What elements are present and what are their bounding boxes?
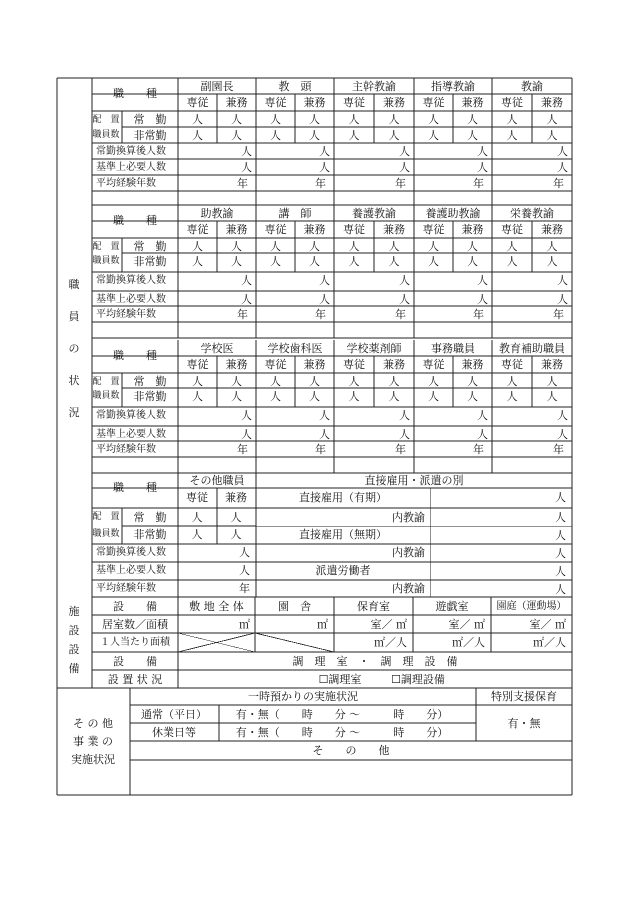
employment-type-header: 直接雇用・派遣の別 — [364, 474, 464, 487]
other-business-side-label: そ の 他 — [73, 717, 113, 730]
dedicated-column: 専従 — [343, 358, 365, 371]
unit-person: 人 — [546, 390, 558, 403]
dedicated-column: 専従 — [264, 358, 287, 371]
unit-person: 人 — [319, 161, 330, 174]
unit-person: 人 — [388, 255, 400, 268]
unit-year: 年 — [315, 308, 326, 321]
unit-person: 人 — [428, 113, 439, 126]
dedicated-column: 専従 — [264, 96, 287, 109]
position-name: 事務職員 — [431, 342, 475, 355]
converted-label: 常勤換算後人数 — [96, 410, 166, 421]
required-label: 基準上必要人数 — [96, 429, 166, 440]
concurrent-column: 兼務 — [225, 223, 248, 236]
concurrent-column: 兼務 — [303, 96, 326, 109]
unit-person: 人 — [192, 240, 203, 253]
unit-person: 人 — [348, 390, 360, 403]
unit-person: 人 — [231, 255, 242, 268]
parttime-label: 非常勤 — [133, 129, 167, 142]
dedicated-column: 専従 — [501, 358, 523, 371]
concurrent-column: 兼務 — [225, 491, 247, 504]
concurrent-column: 兼務 — [383, 96, 405, 109]
special-support-value: 有・無 — [507, 717, 541, 730]
unit-person: 人 — [270, 390, 281, 403]
unit-person: 人 — [241, 161, 252, 174]
dedicated-column: 専従 — [264, 223, 287, 236]
teacher-note: 内教諭 — [392, 582, 425, 595]
position-name: 副園長 — [200, 80, 234, 93]
placement-label: 職員数 — [92, 391, 120, 401]
unit-person: 人 — [467, 240, 478, 253]
staff-status-side-label: 職 — [68, 278, 80, 291]
room-area-value: 室／ ㎡ — [529, 618, 566, 631]
staff-status-side-label: 況 — [68, 406, 80, 419]
dedicated-column: 専従 — [186, 96, 209, 109]
unit-year: 年 — [395, 177, 406, 190]
unit-person: 人 — [546, 113, 558, 126]
unit-person: 人 — [270, 129, 281, 142]
unit-year: 年 — [237, 177, 248, 190]
unit-person: 人 — [348, 240, 360, 253]
unit-person: 人 — [309, 113, 320, 126]
facility-column: 園庭（運動場） — [496, 601, 567, 612]
unit-person: 人 — [192, 129, 203, 142]
placement-label: 職員数 — [92, 529, 120, 539]
unit-person: 人 — [348, 255, 360, 268]
weekday-label: 通常（平日） — [141, 708, 207, 721]
unit-person: 人 — [477, 274, 488, 287]
facility-side-label: 備 — [68, 662, 80, 675]
placement-label: 配 置 — [92, 115, 120, 125]
position-name: 学校歯科医 — [267, 342, 323, 355]
unit-person: 人 — [506, 113, 518, 126]
unit-year: 年 — [553, 308, 564, 321]
required-label: 基準上必要人数 — [96, 294, 166, 305]
job-type-label: 職 種 — [113, 481, 157, 494]
unit-person: 人 — [555, 511, 566, 524]
fulltime-label: 常 勤 — [133, 375, 167, 388]
unit-person: 人 — [388, 129, 400, 142]
facility-side-label: 施 — [68, 605, 80, 618]
unit-person: 人 — [231, 390, 242, 403]
position-name: その他職員 — [189, 474, 245, 487]
dedicated-column: 専従 — [343, 96, 365, 109]
unit-person: 人 — [309, 240, 320, 253]
unit-person: 人 — [428, 390, 439, 403]
concurrent-column: 兼務 — [541, 223, 563, 236]
unit-year: 年 — [473, 177, 484, 190]
unit-person: 人 — [192, 113, 203, 126]
unit-person: 人 — [557, 428, 568, 441]
temp-care-header: 一時預かりの実施状況 — [248, 690, 358, 703]
unit-person: 人 — [557, 274, 568, 287]
unit-person: 人 — [555, 491, 566, 504]
unit-year: 年 — [395, 308, 406, 321]
job-type-label: 職 種 — [113, 214, 157, 227]
unit-person: 人 — [555, 529, 566, 542]
unit-person: 人 — [399, 145, 410, 158]
concurrent-column: 兼務 — [461, 358, 484, 371]
unit-area: ㎡ — [239, 618, 250, 631]
unit-year: 年 — [239, 582, 250, 595]
concurrent-column: 兼務 — [225, 358, 248, 371]
unit-area: ㎡ — [317, 618, 328, 631]
unit-person: 人 — [477, 409, 488, 422]
unit-person: 人 — [477, 145, 488, 158]
unit-person: 人 — [241, 145, 252, 158]
unit-person: 人 — [319, 274, 330, 287]
unit-person: 人 — [231, 113, 242, 126]
unit-person: 人 — [388, 375, 400, 388]
job-type-label: 職 種 — [113, 349, 157, 362]
direct-fixed-label: 直接雇用（有期） — [299, 491, 387, 504]
fulltime-label: 常 勤 — [133, 240, 167, 253]
unit-person: 人 — [546, 129, 558, 142]
unit-person: 人 — [192, 255, 203, 268]
fulltime-label: 常 勤 — [133, 113, 167, 126]
unit-person: 人 — [319, 145, 330, 158]
holiday-time: 有・無（ 時 分 〜 時 分） — [235, 726, 449, 739]
position-name: 栄養教諭 — [510, 207, 554, 220]
dispatch-label: 派遣労働者 — [315, 564, 371, 577]
unit-person: 人 — [191, 528, 203, 541]
unit-person: 人 — [241, 409, 252, 422]
position-name: 学校医 — [200, 342, 234, 355]
position-name: 助教諭 — [200, 207, 234, 220]
per-person-unit: ㎡／人 — [533, 636, 566, 649]
position-name: 教育補助職員 — [499, 342, 565, 355]
unit-person: 人 — [399, 409, 410, 422]
unit-person: 人 — [388, 113, 400, 126]
unit-person: 人 — [477, 161, 488, 174]
unit-person: 人 — [309, 375, 320, 388]
unit-person: 人 — [270, 255, 281, 268]
dedicated-column: 専従 — [501, 223, 523, 236]
unit-person: 人 — [319, 293, 330, 306]
unit-person: 人 — [241, 293, 252, 306]
special-support-header: 特別支援保育 — [491, 690, 557, 703]
unit-person: 人 — [191, 511, 203, 524]
unit-person: 人 — [192, 390, 203, 403]
unit-person: 人 — [557, 145, 568, 158]
unit-person: 人 — [192, 375, 203, 388]
unit-person: 人 — [231, 375, 242, 388]
unit-person: 人 — [348, 129, 360, 142]
rooms-area-label: 居室数／面積 — [102, 618, 168, 631]
unit-year: 年 — [315, 177, 326, 190]
unit-person: 人 — [428, 240, 439, 253]
per-person-unit: ㎡／人 — [374, 636, 407, 649]
unit-person: 人 — [506, 375, 518, 388]
avg-years-label: 平均経験年数 — [96, 444, 156, 455]
required-label: 基準上必要人数 — [96, 565, 166, 576]
facility-side-label: 設 — [68, 643, 80, 656]
unit-person: 人 — [467, 113, 478, 126]
kitchen-value: 調 理 室 ・ 調 理 設 備 — [292, 655, 458, 668]
unit-person: 人 — [241, 274, 252, 287]
unit-person: 人 — [506, 390, 518, 403]
unit-person: 人 — [399, 293, 410, 306]
dedicated-column: 専従 — [186, 358, 209, 371]
unit-person: 人 — [557, 409, 568, 422]
staff-status-side-label: 員 — [68, 310, 80, 323]
unit-person: 人 — [319, 428, 330, 441]
concurrent-column: 兼務 — [461, 96, 484, 109]
unit-person: 人 — [270, 113, 281, 126]
dedicated-column: 専従 — [186, 491, 208, 504]
unit-person: 人 — [309, 129, 320, 142]
placement-label: 職員数 — [92, 256, 120, 266]
teacher-note: 内教諭 — [392, 511, 425, 524]
avg-years-label: 平均経験年数 — [96, 309, 156, 320]
unit-person: 人 — [477, 428, 488, 441]
unit-person: 人 — [546, 255, 558, 268]
converted-label: 常勤換算後人数 — [96, 146, 166, 157]
concurrent-column: 兼務 — [225, 96, 248, 109]
unit-person: 人 — [467, 129, 478, 142]
unit-person: 人 — [270, 240, 281, 253]
unit-year: 年 — [395, 443, 406, 456]
unit-person: 人 — [428, 255, 439, 268]
required-label: 基準上必要人数 — [96, 162, 166, 173]
unit-person: 人 — [428, 129, 439, 142]
unit-person: 人 — [555, 547, 566, 560]
concurrent-column: 兼務 — [383, 223, 405, 236]
position-name: 養護教諭 — [352, 207, 396, 220]
unit-person: 人 — [555, 583, 566, 596]
facility-side-label: 設 — [68, 624, 80, 637]
dedicated-column: 専従 — [343, 223, 365, 236]
concurrent-column: 兼務 — [303, 358, 326, 371]
position-name: 主幹教諭 — [352, 80, 396, 93]
unit-person: 人 — [230, 511, 242, 524]
dedicated-column: 専従 — [501, 96, 523, 109]
unit-person: 人 — [231, 240, 242, 253]
concurrent-column: 兼務 — [541, 96, 563, 109]
unit-person: 人 — [309, 390, 320, 403]
position-name: 教 頭 — [278, 80, 312, 93]
staff-status-side-label: の — [68, 342, 80, 355]
unit-person: 人 — [557, 161, 568, 174]
unit-person: 人 — [399, 161, 410, 174]
avg-years-label: 平均経験年数 — [96, 178, 156, 189]
other-business-side-label: 事 業 の — [73, 735, 113, 748]
facility-column: 園 舎 — [278, 600, 311, 613]
concurrent-column: 兼務 — [383, 358, 405, 371]
converted-label: 常勤換算後人数 — [96, 275, 166, 286]
fulltime-label: 常 勤 — [133, 511, 167, 524]
unit-person: 人 — [506, 129, 518, 142]
facility-header: 設 備 — [113, 600, 157, 613]
unit-person: 人 — [506, 240, 518, 253]
direct-unfixed-label: 直接雇用（無期） — [299, 528, 387, 541]
dedicated-column: 専従 — [422, 96, 445, 109]
unit-year: 年 — [237, 443, 248, 456]
teacher-note: 内教諭 — [392, 546, 425, 559]
unit-person: 人 — [241, 428, 252, 441]
unit-person: 人 — [477, 293, 488, 306]
concurrent-column: 兼務 — [303, 223, 326, 236]
position-name: 養護助教諭 — [425, 207, 481, 220]
concurrent-column: 兼務 — [461, 223, 484, 236]
unit-year: 年 — [553, 443, 564, 456]
dedicated-column: 専従 — [186, 223, 209, 236]
placement-label: 配 置 — [92, 242, 120, 252]
parttime-label: 非常勤 — [133, 390, 167, 403]
facility-column: 遊戯室 — [435, 600, 469, 613]
unit-person: 人 — [557, 293, 568, 306]
unit-year: 年 — [553, 177, 564, 190]
equipment-checkbox: ☐調理設備 — [391, 673, 445, 686]
position-name: 教諭 — [521, 80, 543, 93]
holiday-label: 休業日等 — [152, 726, 196, 739]
parttime-label: 非常勤 — [133, 528, 167, 541]
unit-person: 人 — [428, 375, 439, 388]
job-type-label: 職 種 — [113, 87, 157, 100]
unit-person: 人 — [239, 564, 250, 577]
dedicated-column: 専従 — [422, 358, 445, 371]
unit-year: 年 — [473, 443, 484, 456]
unit-person: 人 — [230, 528, 242, 541]
unit-person: 人 — [239, 546, 250, 559]
avg-years-label: 平均経験年数 — [96, 583, 156, 594]
weekday-time: 有・無（ 時 分 〜 時 分） — [235, 708, 449, 721]
others-label: そ の 他 — [312, 744, 390, 757]
unit-person: 人 — [309, 255, 320, 268]
unit-person: 人 — [467, 390, 478, 403]
unit-person: 人 — [506, 255, 518, 268]
placement-label: 配 置 — [92, 377, 120, 387]
position-name: 指導教諭 — [431, 80, 475, 93]
kitchen-checkbox: ☐調理室 — [318, 673, 362, 686]
facility-column: 敷 地 全 体 — [189, 600, 244, 613]
unit-person: 人 — [348, 113, 360, 126]
placement-label: 職員数 — [92, 130, 120, 140]
unit-person: 人 — [467, 255, 478, 268]
unit-person: 人 — [388, 240, 400, 253]
converted-label: 常勤換算後人数 — [96, 547, 166, 558]
unit-person: 人 — [231, 129, 242, 142]
unit-person: 人 — [399, 274, 410, 287]
unit-person: 人 — [555, 565, 566, 578]
per-person-area-label: １人当たり面積 — [100, 637, 170, 648]
kitchen-label: 設 備 — [113, 655, 157, 668]
unit-person: 人 — [546, 240, 558, 253]
position-name: 学校薬剤師 — [346, 342, 402, 355]
facility-column: 保育室 — [357, 600, 390, 613]
unit-person: 人 — [270, 375, 281, 388]
room-area-value: 室／ ㎡ — [448, 618, 485, 631]
per-person-unit: ㎡／人 — [452, 636, 485, 649]
unit-person: 人 — [388, 390, 400, 403]
position-name: 講 師 — [278, 207, 312, 220]
dedicated-column: 専従 — [422, 223, 445, 236]
unit-year: 年 — [237, 308, 248, 321]
parttime-label: 非常勤 — [133, 255, 167, 268]
unit-person: 人 — [348, 375, 360, 388]
other-business-side-label: 実施状況 — [71, 753, 115, 766]
placement-label: 配 置 — [92, 512, 120, 522]
staff-status-side-label: 状 — [68, 374, 80, 387]
room-area-value: 室／ ㎡ — [370, 618, 407, 631]
concurrent-column: 兼務 — [541, 358, 563, 371]
unit-year: 年 — [315, 443, 326, 456]
unit-person: 人 — [319, 409, 330, 422]
install-status-label: 設 置 状 況 — [107, 673, 163, 686]
unit-year: 年 — [473, 308, 484, 321]
unit-person: 人 — [399, 428, 410, 441]
unit-person: 人 — [467, 375, 478, 388]
unit-person: 人 — [546, 375, 558, 388]
